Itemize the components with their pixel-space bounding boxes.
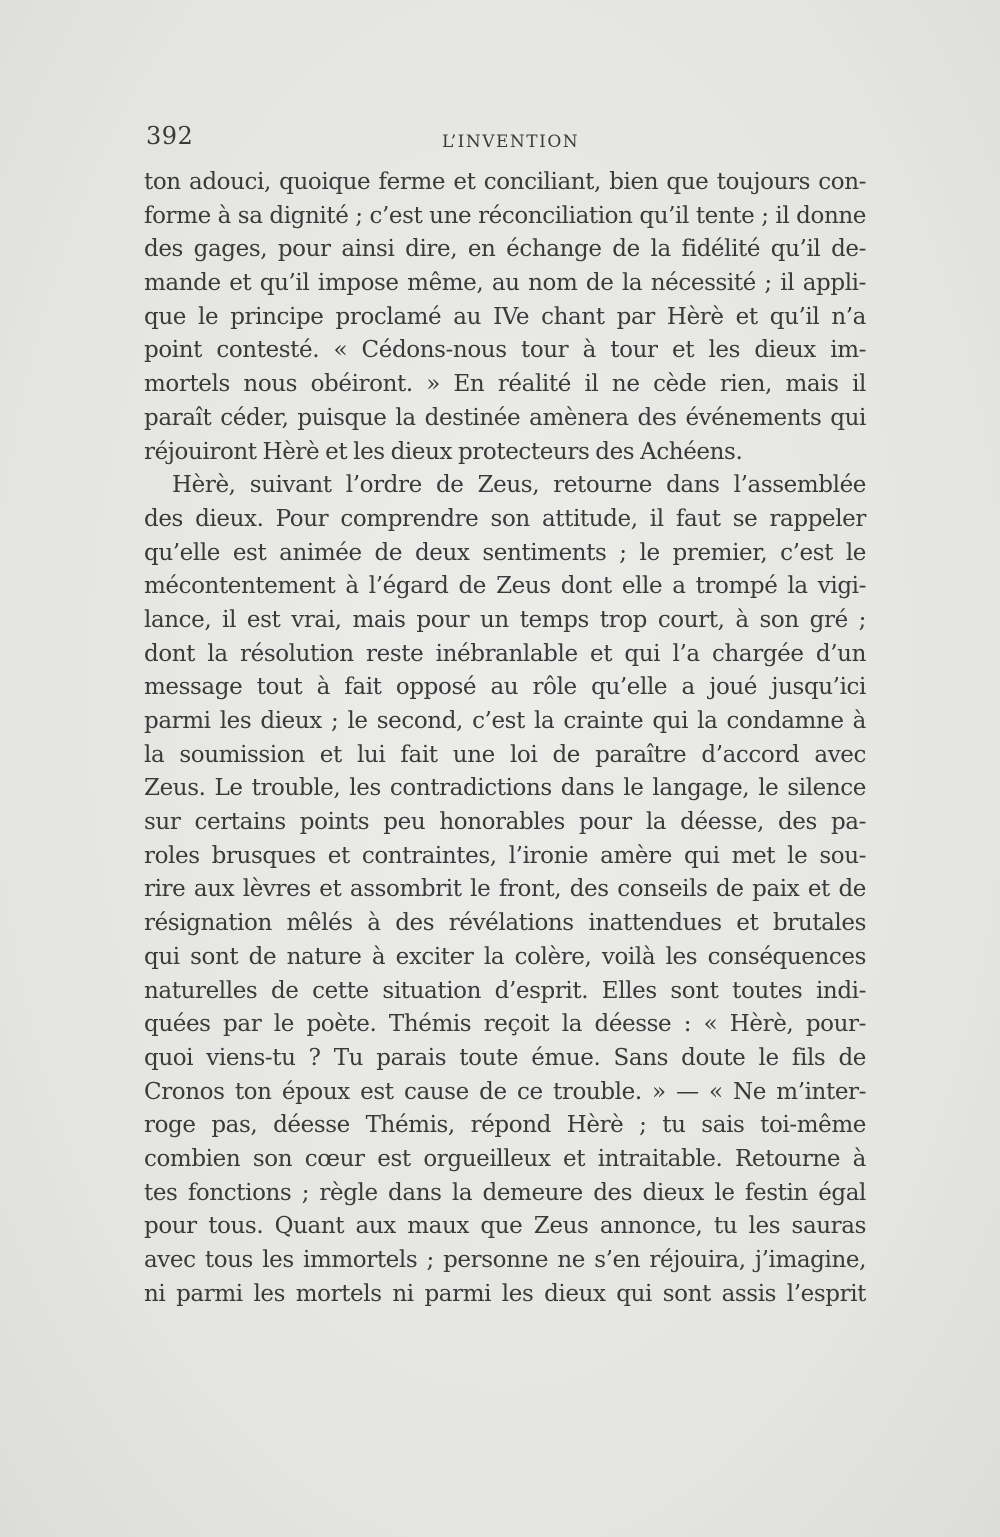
text-line: combien son cœur est orgueilleux et intraitable. Retourne à bbox=[144, 1145, 866, 1172]
text-line: message tout à fait opposé au rôle qu’elle a joué jusqu’ici bbox=[144, 674, 866, 701]
text-line: Cronos ton époux est cause de ce trouble. » — « Ne m’inter- bbox=[144, 1078, 866, 1105]
text-line: tes fonctions ; règle dans la demeure des dieux le festin égal bbox=[144, 1179, 866, 1206]
text-line: quoi viens-tu ? Tu parais toute émue. Sans doute le fils de bbox=[144, 1044, 866, 1071]
text-line: qui sont de nature à exciter la colère, voilà les conséquences bbox=[144, 943, 866, 970]
text-line: des gages, pour ainsi dire, en échange de la fidélité qu’il de- bbox=[144, 236, 866, 263]
text-line: lance, il est vrai, mais pour un temps trop court, à son gré ; bbox=[144, 606, 866, 633]
text-line: la soumission et lui fait une loi de paraître d’accord avec bbox=[144, 741, 866, 768]
text-line: quées par le poète. Thémis reçoit la déesse : « Hèrè, pour- bbox=[144, 1011, 866, 1038]
text-line: point contesté. « Cédons-nous tour à tour et les dieux im- bbox=[144, 337, 866, 364]
text-line: que le principe proclamé au IVe chant par Hèrè et qu’il n’a bbox=[144, 303, 866, 330]
page-header bbox=[146, 122, 586, 162]
text-line: ton adouci, quoique ferme et conciliant, bien que toujours con- bbox=[144, 169, 866, 195]
text-line: avec tous les immortels ; personne ne s’en réjouira, j’imagine, bbox=[144, 1247, 866, 1273]
page-number: 392 bbox=[146, 122, 194, 150]
text-line: naturelles de cette situation d’esprit. Elles sont toutes indi- bbox=[144, 977, 866, 1004]
text-line: des dieux. Pour comprendre son attitude, il faut se rappeler bbox=[144, 505, 866, 532]
text-line: paraît céder, puisque la destinée amènera des événements qui bbox=[144, 404, 866, 431]
text-line: forme à sa dignité ; c’est une réconciliation qu’il tente ; il donne bbox=[144, 202, 866, 229]
text-line: qu’elle est animée de deux sentiments ; le premier, c’est le bbox=[144, 539, 866, 566]
text-line: pour tous. Quant aux maux que Zeus annonce, tu les sauras bbox=[144, 1213, 866, 1240]
text-line: résignation mêlés à des révélations inattendues et brutales bbox=[144, 910, 866, 937]
text-line: mande et qu’il impose même, au nom de la nécessité ; il appli- bbox=[144, 270, 866, 297]
text-line: Hèrè, suivant l’ordre de Zeus, retourne dans l’assemblée bbox=[172, 472, 866, 499]
text-line: mécontentement à l’égard de Zeus dont elle a trompé la vigi- bbox=[144, 573, 866, 600]
text-line: dont la résolution reste inébranlable et qui l’a chargée d’un bbox=[144, 640, 866, 667]
text-line: roles brusques et contraintes, l’ironie amère qui met le sou- bbox=[144, 842, 866, 869]
body-text bbox=[144, 166, 866, 1311]
text-line: parmi les dieux ; le second, c’est la crainte qui la condamne à bbox=[144, 708, 866, 734]
text-line: Zeus. Le trouble, les contradictions dans le langage, le silence bbox=[144, 775, 866, 802]
text-line: mortels nous obéiront. » En réalité il ne cède rien, mais il bbox=[144, 371, 866, 398]
text-line: sur certains points peu honorables pour la déesse, des pa- bbox=[144, 809, 866, 836]
text-line: roge pas, déesse Thémis, répond Hèrè ; tu sais toi-même bbox=[144, 1112, 866, 1139]
running-title: L’INVENTION bbox=[442, 132, 580, 152]
text-line: rire aux lèvres et assombrit le front, des conseils de paix et de bbox=[144, 876, 866, 903]
text-line: réjouiront Hèrè et les dieux protecteurs des Achéens. bbox=[144, 438, 743, 465]
text-line: ni parmi les mortels ni parmi les dieux qui sont assis l’esprit bbox=[144, 1280, 866, 1307]
